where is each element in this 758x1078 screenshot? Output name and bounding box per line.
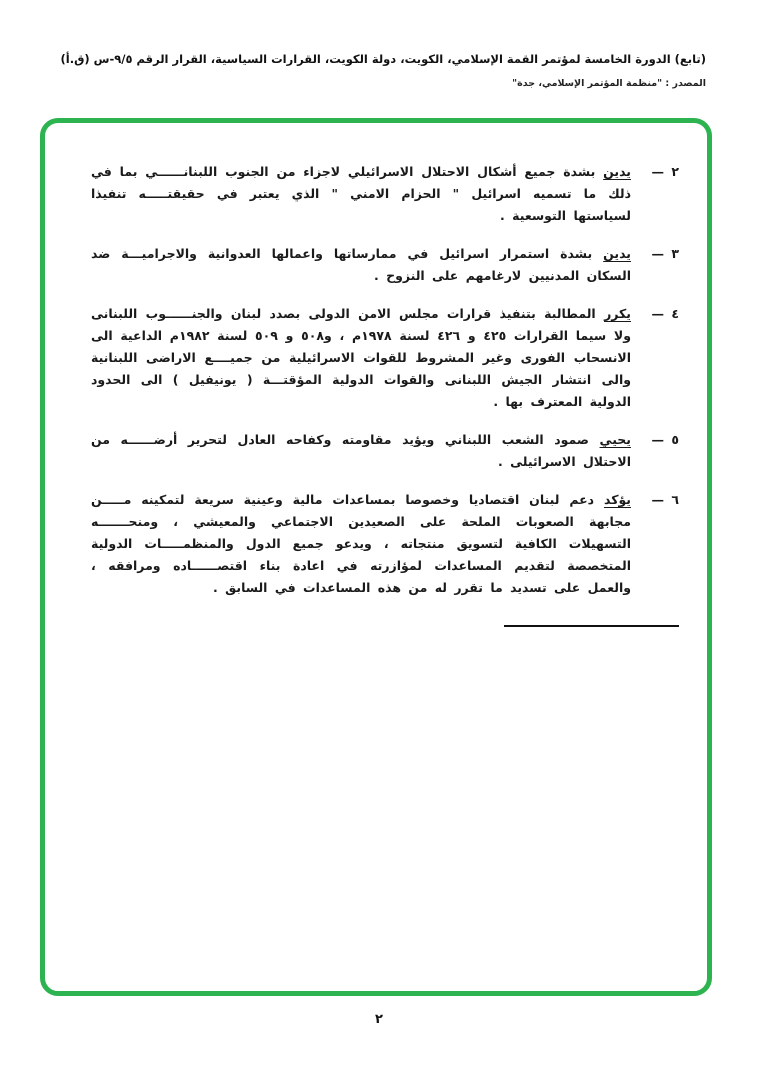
item-text xyxy=(91,489,631,599)
item-lead-word: يدين xyxy=(603,246,631,261)
item-lead-word: يكرر xyxy=(604,306,631,321)
content-border-box xyxy=(40,118,712,996)
resolution-item-3 xyxy=(91,243,679,287)
item-number: ٢ — xyxy=(651,164,679,179)
item-body-text: صمود الشعب اللبناني ويؤيد مقاومته وكفاحه العادل لتحرير أرضــــــه من الاحتلال الاسرائيلى . xyxy=(91,432,631,469)
item-text xyxy=(91,429,631,473)
item-number: ٦ — xyxy=(651,492,679,507)
item-number: ٤ — xyxy=(651,306,679,321)
resolution-item-2 xyxy=(91,161,679,227)
page-number: ٢ xyxy=(375,1012,383,1027)
document-header: (تابع) الدورة الخامسة لمؤتمر القمة الإسلامي، الكويت، دولة الكويت، القرارات السياسية، القرار الرقم ٩/٥-س (ق.أ) xyxy=(60,52,706,66)
resolution-item-4 xyxy=(91,303,679,413)
item-body-text: المطالبة بتنفيذ قرارات مجلس الامن الدولى بصدد لبنان والجنــــــوب اللبنانى ولا سيما القرارات ٤٢٥ و ٤٢٦ لسنة ١٩٧٨م ، و٥٠٨ و ٥٠٩ لسنة ١٩٨٢م الداعية الى الانسحاب الفورى وغير المشروط للقوات الاسرائيلية من جميــــع الاراضى اللبنانية والى انتشار الجيش اللبنانى والقوات الدولية المؤقتـــة ( يونيفيل ) الى الحدود الدولية المعترف بها . xyxy=(91,306,631,409)
item-text xyxy=(91,161,631,227)
section-divider xyxy=(504,625,679,627)
item-lead-word: يحيي xyxy=(599,432,631,447)
item-text xyxy=(91,243,631,287)
item-number: ٣ — xyxy=(651,246,679,261)
item-body-text: بشدة جميع أشكال الاحتلال الاسرائيلي لاجزاء من الجنوب اللبنانــــــي بما في ذلك ما تسميه اسرائيل " الحزام الامني " الذي يعتبر في حقيقتـــــه تنفيذا لسياستها التوسعية . xyxy=(91,164,631,223)
item-body-text: دعم لبنان اقتصاديا وخصوصا بمساعدات مالية وعينية سريعة لتمكينه مـــــن مجابهة الصعوبات الملحة على الصعيدين الاجتماعي والمعيشي ، ومنحـــــــه التسهيلات الكافية لتسويق منتجاته ، ويدعو جميع الدول والمنظمـــــات الدولية المتخصصة لتقديم المساعدات لمؤازرته في اعادة بناء اقتصــــــاده ومرافقه ، والعمل على تسديد ما تقرر له من هذه المساعدات في السابق . xyxy=(91,492,631,595)
item-lead-word: يؤكد xyxy=(603,492,631,507)
item-lead-word: يدين xyxy=(603,164,631,179)
source-line: المصدر : "منظمة المؤتمر الإسلامي، جدة" xyxy=(512,78,706,89)
item-number: ٥ — xyxy=(651,432,679,447)
resolution-items xyxy=(91,161,679,627)
item-text xyxy=(91,303,631,413)
resolution-item-5 xyxy=(91,429,679,473)
item-body-text: بشدة استمرار اسرائيل في ممارساتها واعمالها العدوانية والاجراميـــة ضد السكان المدنيين لارغامهم على النزوح . xyxy=(91,246,631,283)
resolution-item-6 xyxy=(91,489,679,599)
